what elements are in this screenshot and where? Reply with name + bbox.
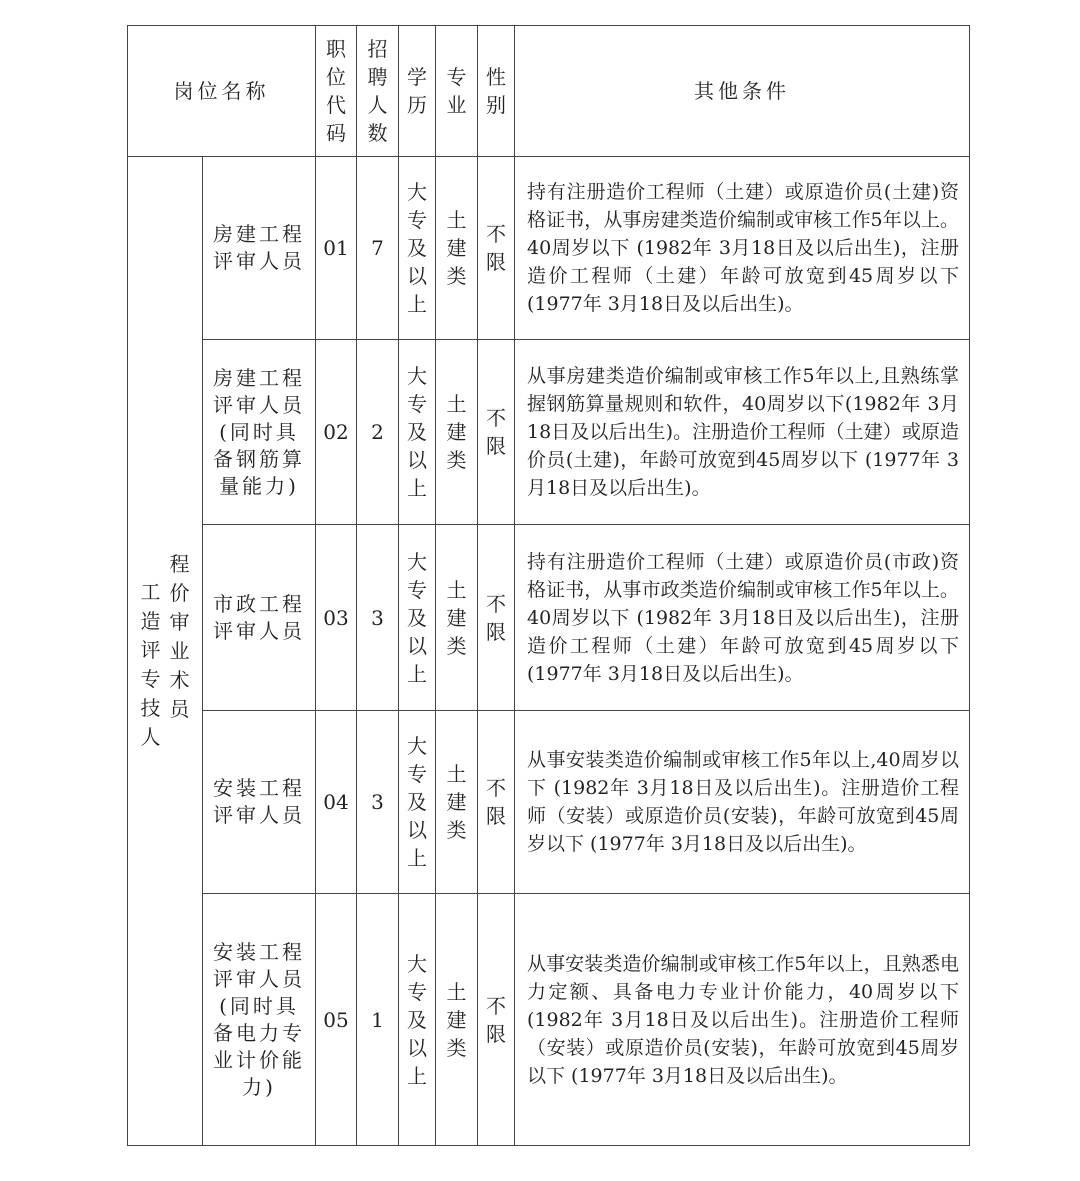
recruitment-table [127, 25, 970, 1146]
other-conditions: 从事房建类造价编制或审核工作5年以上,且熟练掌握钢筋算量规则和软件，40周岁以下(1982年 3月18日及以后出生)。注册造价工程师（土建）或原造价员(土建)，年龄可放宽到45周岁以下 (1977年 3月18日及以后出生)。 [515, 340, 970, 525]
table-row [128, 711, 970, 894]
position-code: 03 [316, 525, 357, 711]
header-headcount: 招聘人数 [357, 26, 399, 157]
table-row [128, 157, 970, 340]
gender: 不限 [478, 340, 515, 525]
position-name: 房建工程评审人员 [203, 157, 316, 340]
education: 大专及以上 [399, 340, 436, 525]
gender: 不限 [478, 711, 515, 894]
major: 土建类 [436, 711, 478, 894]
headcount: 3 [357, 711, 399, 894]
major: 土建类 [436, 894, 478, 1146]
gender: 不限 [478, 894, 515, 1146]
major: 土建类 [436, 340, 478, 525]
major: 土建类 [436, 157, 478, 340]
header-major: 专业 [436, 26, 478, 157]
group-label-cell [128, 157, 203, 1146]
gender: 不限 [478, 525, 515, 711]
gender: 不限 [478, 157, 515, 340]
position-name: 房建工程评审人员(同时具备钢筋算量能力) [203, 340, 316, 525]
group-label-right-column: 程价审业术员 [169, 552, 190, 721]
header-other-conditions: 其他条件 [515, 26, 970, 157]
education: 大专及以上 [399, 894, 436, 1146]
position-code: 02 [316, 340, 357, 525]
table-row [128, 340, 970, 525]
table-row [128, 525, 970, 711]
other-conditions: 从事安装类造价编制或审核工作5年以上，且熟悉电力定额、具备电力专业计价能力，40周岁以下 (1982年 3月18日及以后出生)。注册造价工程师（安装）或原造价员(安装)，年龄可放宽到45周岁以下 (1977年 3月18日及以后出生)。 [515, 894, 970, 1146]
education: 大专及以上 [399, 157, 436, 340]
group-label [128, 550, 202, 752]
headcount: 7 [357, 157, 399, 340]
other-conditions: 从事安装类造价编制或审核工作5年以上,40周岁以下 (1982年 3月18日及以后出生)。注册造价工程师（安装）或原造价员(安装)，年龄可放宽到45周岁以下 (1977年 3月18日及以后出生)。 [515, 711, 970, 894]
headcount: 2 [357, 340, 399, 525]
header-position-name: 岗位名称 [128, 26, 316, 157]
education: 大专及以上 [399, 525, 436, 711]
position-code: 01 [316, 157, 357, 340]
education: 大专及以上 [399, 711, 436, 894]
other-conditions: 持有注册造价工程师（土建）或原造价员(土建)资格证书，从事房建类造价编制或审核工作5年以上。40周岁以下 (1982年 3月18日及以后出生)，注册造价工程师（土建）年龄可放宽到45周岁以下 (1977年 3月18日及以后出生)。 [515, 157, 970, 340]
headcount: 1 [357, 894, 399, 1146]
group-label-left-column: 工造评专技人 [140, 580, 161, 749]
position-name: 安装工程评审人员(同时具备电力专业计价能力) [203, 894, 316, 1146]
table-row [128, 894, 970, 1146]
other-conditions: 持有注册造价工程师（土建）或原造价员(市政)资格证书，从事市政类造价编制或审核工作5年以上。40周岁以下 (1982年 3月18日及以后出生)，注册造价工程师（土建）年龄可放宽到45周岁以下 (1977年 3月18日及以后出生)。 [515, 525, 970, 711]
position-code: 05 [316, 894, 357, 1146]
major: 土建类 [436, 525, 478, 711]
position-name: 安装工程评审人员 [203, 711, 316, 894]
position-name: 市政工程评审人员 [203, 525, 316, 711]
position-code: 04 [316, 711, 357, 894]
header-gender: 性别 [478, 26, 515, 157]
headcount: 3 [357, 525, 399, 711]
header-education: 学历 [399, 26, 436, 157]
header-row [128, 26, 970, 157]
header-position-code: 职位代码 [316, 26, 357, 157]
